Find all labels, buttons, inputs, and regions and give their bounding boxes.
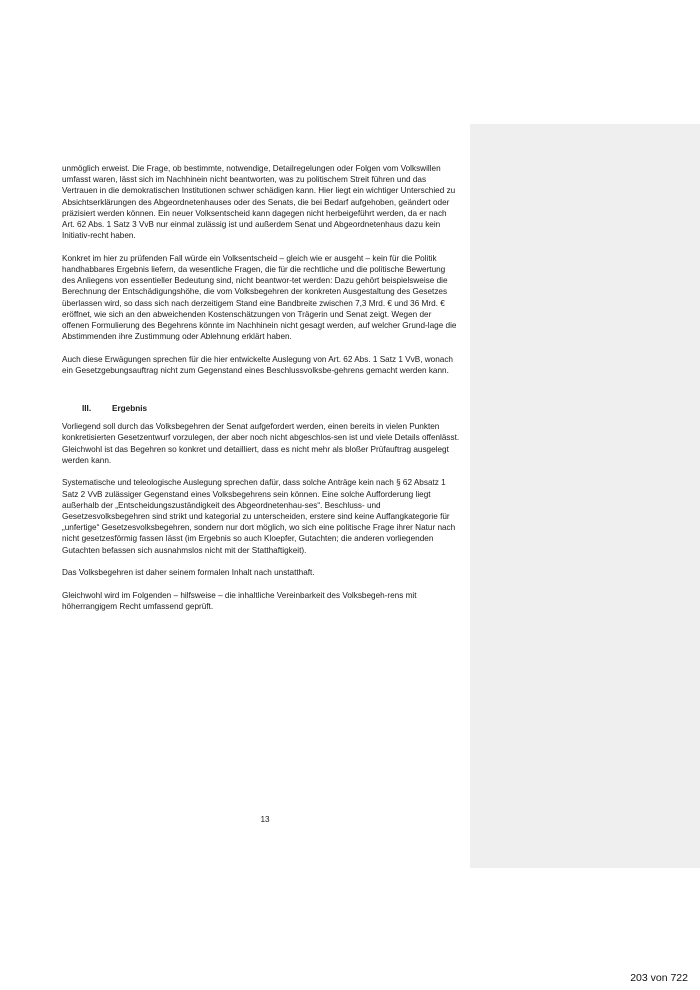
section-title: Ergebnis: [112, 404, 148, 414]
paragraph: Systematische und teleologische Auslegung sprechen dafür, dass solche Anträge kein nach § 62 Absatz 1 Satz 2 VvB zulässiger Gegenstand eines Volksbegehrens sein können. Eine solche Aufforderung liegt außerhalb der „Entscheidungszuständigkeit des Abgeordnetenhau-ses“. Beschluss- und Gesetzesvolksbegehren sind strikt und kategorial zu unterscheiden, erstere sind keine Auffangkategorie für „unfertige“ Gesetzesvolksbegehren, sondern nur dort möglich, wo sich eine politische Frage ihrer Natur nach nicht gesetzesförmig fassen lässt (im Ergebnis so auch Kloepfer, Gutachten; die anderen vorliegenden Gutachten befassen sich ausnahmslos nicht mit der Statthaftigkeit).: [62, 478, 456, 555]
paragraph: unmöglich erweist. Die Frage, ob bestimmte, notwendige, Detailregelungen oder Folgen vom Volkswillen umfasst waren, lässt sich im Nachhinein nicht beantworten, was zu politischem Streit führen und das Vertrauen in die demokratischen Institutionen schwer schädigen kann. Hier liegt ein wichtiger Unterschied zu Absichtserklärungen des Abgeordnetenhauses oder des Senats, die bei Bedarf aufgehoben, geändert oder präzisiert werden können. Ein neuer Volksentscheid kann dagegen nicht herbeigeführt werden, da er nach Art. 62 Abs. 1 Satz 3 VvB nur einmal zulässig ist und außerdem Senat und Abgeordnetenhaus dazu kein Initiativ-recht haben.: [62, 164, 456, 241]
paragraph: Auch diese Erwägungen sprechen für die hier entwickelte Auslegung von Art. 62 Abs. 1 Satz 1 VvB, wonach ein Gesetzgebungsauftrag nicht zum Gegenstand eines Beschlussvolksbe-gehrens gemacht werden kann.: [62, 354, 453, 375]
paragraph: Vorliegend soll durch das Volksbegehren der Senat aufgefordert werden, einen bereits in vielen Punkten konkretisierten Gesetzentwurf vorzulegen, der aber noch nicht abgeschlos-sen ist und viele Details offenlässt. Gleichwohl ist das Begehren so konkret und detailliert, dass es nicht mehr als bloßer Prüfauftrag ausgelegt werden kann.: [62, 422, 460, 465]
paragraph: Gleichwohl wird im Folgenden – hilfsweise – die inhaltliche Vereinbarkeit des Volksbegeh-rens mit höherrangigem Recht umfassend geprüft.: [62, 590, 417, 611]
section-heading: [62, 403, 460, 414]
comment-margin-panel: [470, 124, 700, 868]
page-counter: 203 von 722: [630, 972, 688, 984]
paragraph: Konkret im hier zu prüfenden Fall würde ein Volksentscheid – gleich wie er ausgeht – kein für die Politik handhabbares Ergebnis liefern, da wesentliche Fragen, die für die rechtliche und die politische Bewertung des Anliegens von essentieller Bedeutung sind, nicht beantwor-tet werden: Dazu gehört beispielsweise die Berechnung der Entschädigungshöhe, die vom Volksbegehren der konkreten Ausgestaltung des Gesetzes überlassen wird, so dass sich nach derzeitigem Stand eine Bandbreite zwischen 7,3 Mrd. € und 36 Mrd. € eröffnet, wie sich an den abweichenden Kostenschätzungen von Trägerin und Senat zeigt. Wegen der offenen Formulierung des Begehrens könnte im Nachhinein nicht gesagt werden, auf welcher Grund-lage die Abstimmenden ihre Zustimmung oder Ablehnung erklärt haben.: [62, 253, 457, 342]
page-number: 13: [260, 815, 270, 824]
section-number: III.: [82, 404, 92, 414]
paragraph: Das Volksbegehren ist daher seinem formalen Inhalt nach unstatthaft.: [62, 568, 315, 578]
document-body: [62, 163, 460, 623]
